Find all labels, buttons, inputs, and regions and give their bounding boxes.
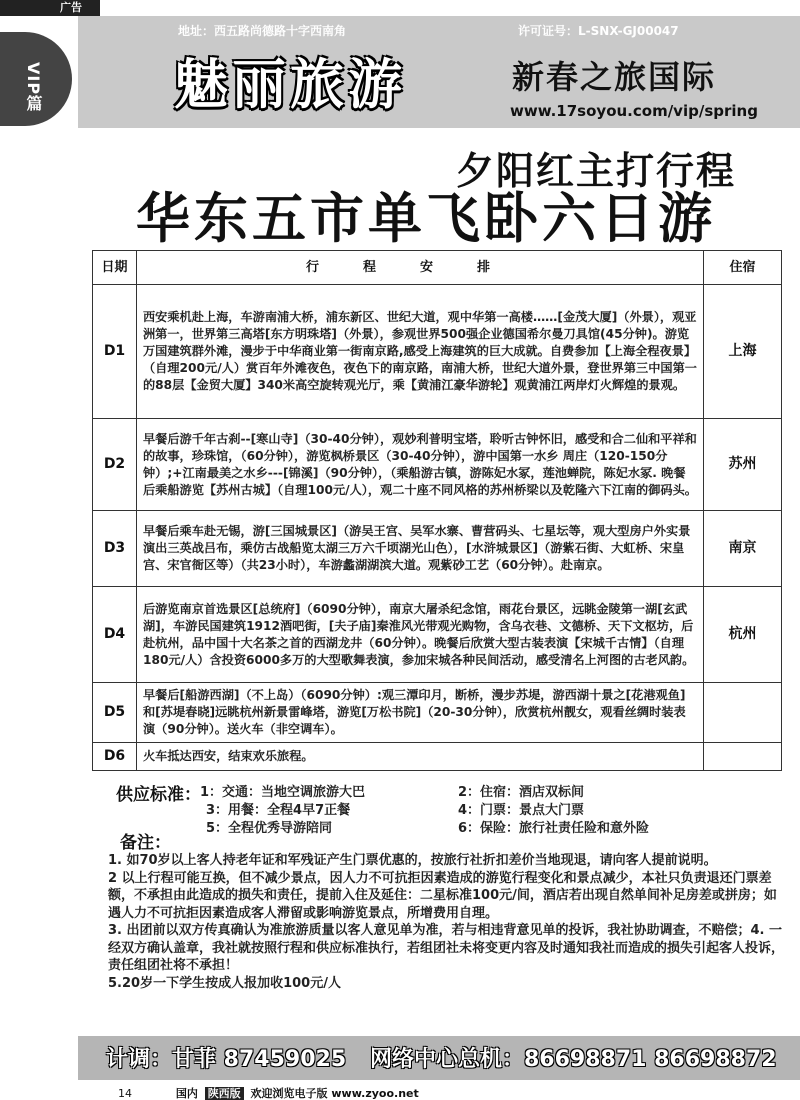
plan-cell: 后游览南京首选景区[总统府]（6090分钟），南京大屠杀纪念馆，雨花台景区，远眺金陵第一湖[玄武湖]，车游民国建筑1912酒吧街，[夫子庙]秦淮风光带观光购物，含乌衣巷、文德桥、天下文枢坊，后赴杭州，品中国十大名茶之首的西湖龙井（60分钟）。晚餐后欣赏大型古装表演【宋城千古情】（自理180元/人）含投资6000多万的大型歌舞表演，参加宋城各种民间活动，感受清名上河图的古老风韵。 [137,587,704,683]
footer [118,1085,419,1100]
plan-cell: 火车抵达西安，结束欢乐旅程。 [137,743,704,771]
notes-list [108,852,788,992]
notes-title: 备注： [120,833,171,853]
contact-hotline: 网络中心总机：86698871 86698872 [370,1047,777,1072]
note-item: 5.20岁一下学生按成人报加收100元/人 [108,975,341,991]
table-row [93,419,782,511]
footer-region: 国内 [175,1087,198,1100]
supply-item: 2：住宿：酒店双标间 [458,785,585,800]
page-number: 14 [118,1087,132,1100]
header [78,16,800,128]
supply-item: 1：交通：当地空调旅游大巴 [200,785,366,800]
table-row [93,511,782,587]
vip-tab-label: VIP篇 [24,62,43,113]
footer-edition: 陕西版 [205,1087,244,1100]
table-row [93,285,782,419]
promo-title: 华东五市单飞卧六日游 [136,186,716,250]
itinerary-table [92,250,782,771]
promo-subtitle: 夕阳红主打行程 [456,148,737,193]
stay-cell: 南京 [704,511,782,587]
license-number: 许可证号：L-SNX-GJ00047 [518,24,679,38]
table-header-row [93,251,782,285]
supply-standard-title: 供应标准： [116,785,201,805]
footer-site[interactable]: www.zyoo.net [331,1087,419,1100]
note-item: 1. 如70岁以上客人持老年证和军残证产生门票优惠的，按旅行社折扣差价当地现退，请向客人提前说明。 [108,853,717,868]
day-cell: D4 [93,587,137,683]
supply-item: 5：全程优秀导游陪同 [206,821,333,836]
day-cell: D2 [93,419,137,511]
stay-cell [704,743,782,771]
header-plan: 行程安排 [137,251,704,285]
supply-item: 3：用餐：全程4早7正餐 [206,803,351,818]
stay-cell: 杭州 [704,587,782,683]
brand-name: 魅丽旅游 [174,52,406,116]
header-date: 日期 [93,251,137,285]
contact-bar [78,1036,800,1080]
header-stay: 住宿 [704,251,782,285]
website-url[interactable]: www.17soyou.com/vip/spring [510,102,758,120]
note-item: 3. 出团前以双方传真确认为准旅游质量以客人意见单为准，若与相违背意见单的投诉，我社协助调查，不赔偿；4. 一经双方确认盖章，我社就按照行程和供应标准执行，若组团社未将变更内容及时通知我社而造成的损失引起客人投诉，责任组团社将不承担！ [108,923,785,973]
footer-welcome: 欢迎浏览电子版 [250,1087,328,1100]
slogan: 新春之旅国际 [512,58,717,96]
stay-cell: 苏州 [704,419,782,511]
ad-label: 广告 [0,0,100,16]
table-row [93,587,782,683]
table-row [93,683,782,743]
table-row [93,743,782,771]
day-cell: D5 [93,683,137,743]
plan-cell: 早餐后乘车赴无锡，游[三国城景区]（游吴王宫、吴军水寨、曹营码头、七星坛等，观大型房户外实景演出三英战吕布，乘仿古战船览太湖三万六千顷湖光山色），[水浒城景区]（游紫石街、大虹桥、宋皇宫、宋官衙区等）（共23小时），车游蠡湖湖滨大道。观紫砂工艺（60分钟）。赴南京。 [137,511,704,587]
supply-item: 6：保险：旅行社责任险和意外险 [458,821,650,836]
supply-item: 4：门票：景点大门票 [458,803,585,818]
stay-cell: 上海 [704,285,782,419]
vip-tab [0,32,72,126]
stay-cell [704,683,782,743]
contact-planner: 计调：甘菲 87459025 [106,1047,347,1072]
address: 地址：西五路尚德路十字西南角 [178,24,347,38]
day-cell: D1 [93,285,137,419]
plan-cell: 早餐后[船游西湖]（不上岛）（6090分钟）:观三潭印月，断桥，漫步苏堤，游西湖十景之[花港观鱼]和[苏堤春晓]远眺杭州新景雷峰塔，游览[万松书院]（20-30分钟），欣赏杭州靓女，观看丝绸时装表演（90分钟）。送火车（非空调车）。 [137,683,704,743]
plan-cell: 西安乘机赴上海，车游南浦大桥，浦东新区、世纪大道，观中华第一高楼……[金茂大厦]（外景），观亚洲第一，世界第三高塔[东方明珠塔]（外景），参观世界500强企业德国希尔曼刀具馆(45分钟)。游览万国建筑群外滩，漫步于中华商业第一街南京路,感受上海建筑的巨大成就。自费参加【上海全程夜景】（自理200元/人）赏百年外滩夜色，夜色下的南京路，南浦大桥，世纪大道外景，登世界第三中国第一的88层【金贸大厦】340米高空旋转观光厅，乘【黄浦江豪华游轮】观黄浦江两岸灯火辉煌的景观。 [137,285,704,419]
day-cell: D6 [93,743,137,771]
note-item: 2 以上行程可能互换，但不减少景点，因人力不可抗拒因素造成的游览行程变化和景点减少，本社只负责退还门票差额，不承担由此造成的损失和责任，提前入住及延住：二星标准100元/间，酒店若出现自然单间补足房差或拼房；如遇人力不可抗拒因素造成客人滞留或影响游览景点，所增费用自理。 [108,870,777,921]
plan-cell: 早餐后游千年古刹--[寒山寺]（30-40分钟），观妙利普明宝塔，聆听古钟怀旧，感受和合二仙和平祥和的故事，珍珠馆，（60分钟），游览枫桥景区（30-40分钟），游中国第一水乡 周庄（120-150分钟）;+江南最美之水乡---[锦溪]（90分钟），（乘船游古镇，游陈妃水冢，莲池蝉院，陈妃水冢. 晚餐后乘船游览【苏州古城】（自理100元/人），观二十座不同风格的苏州桥梁以及乾隆六下江南的御码头。 [137,419,704,511]
day-cell: D3 [93,511,137,587]
